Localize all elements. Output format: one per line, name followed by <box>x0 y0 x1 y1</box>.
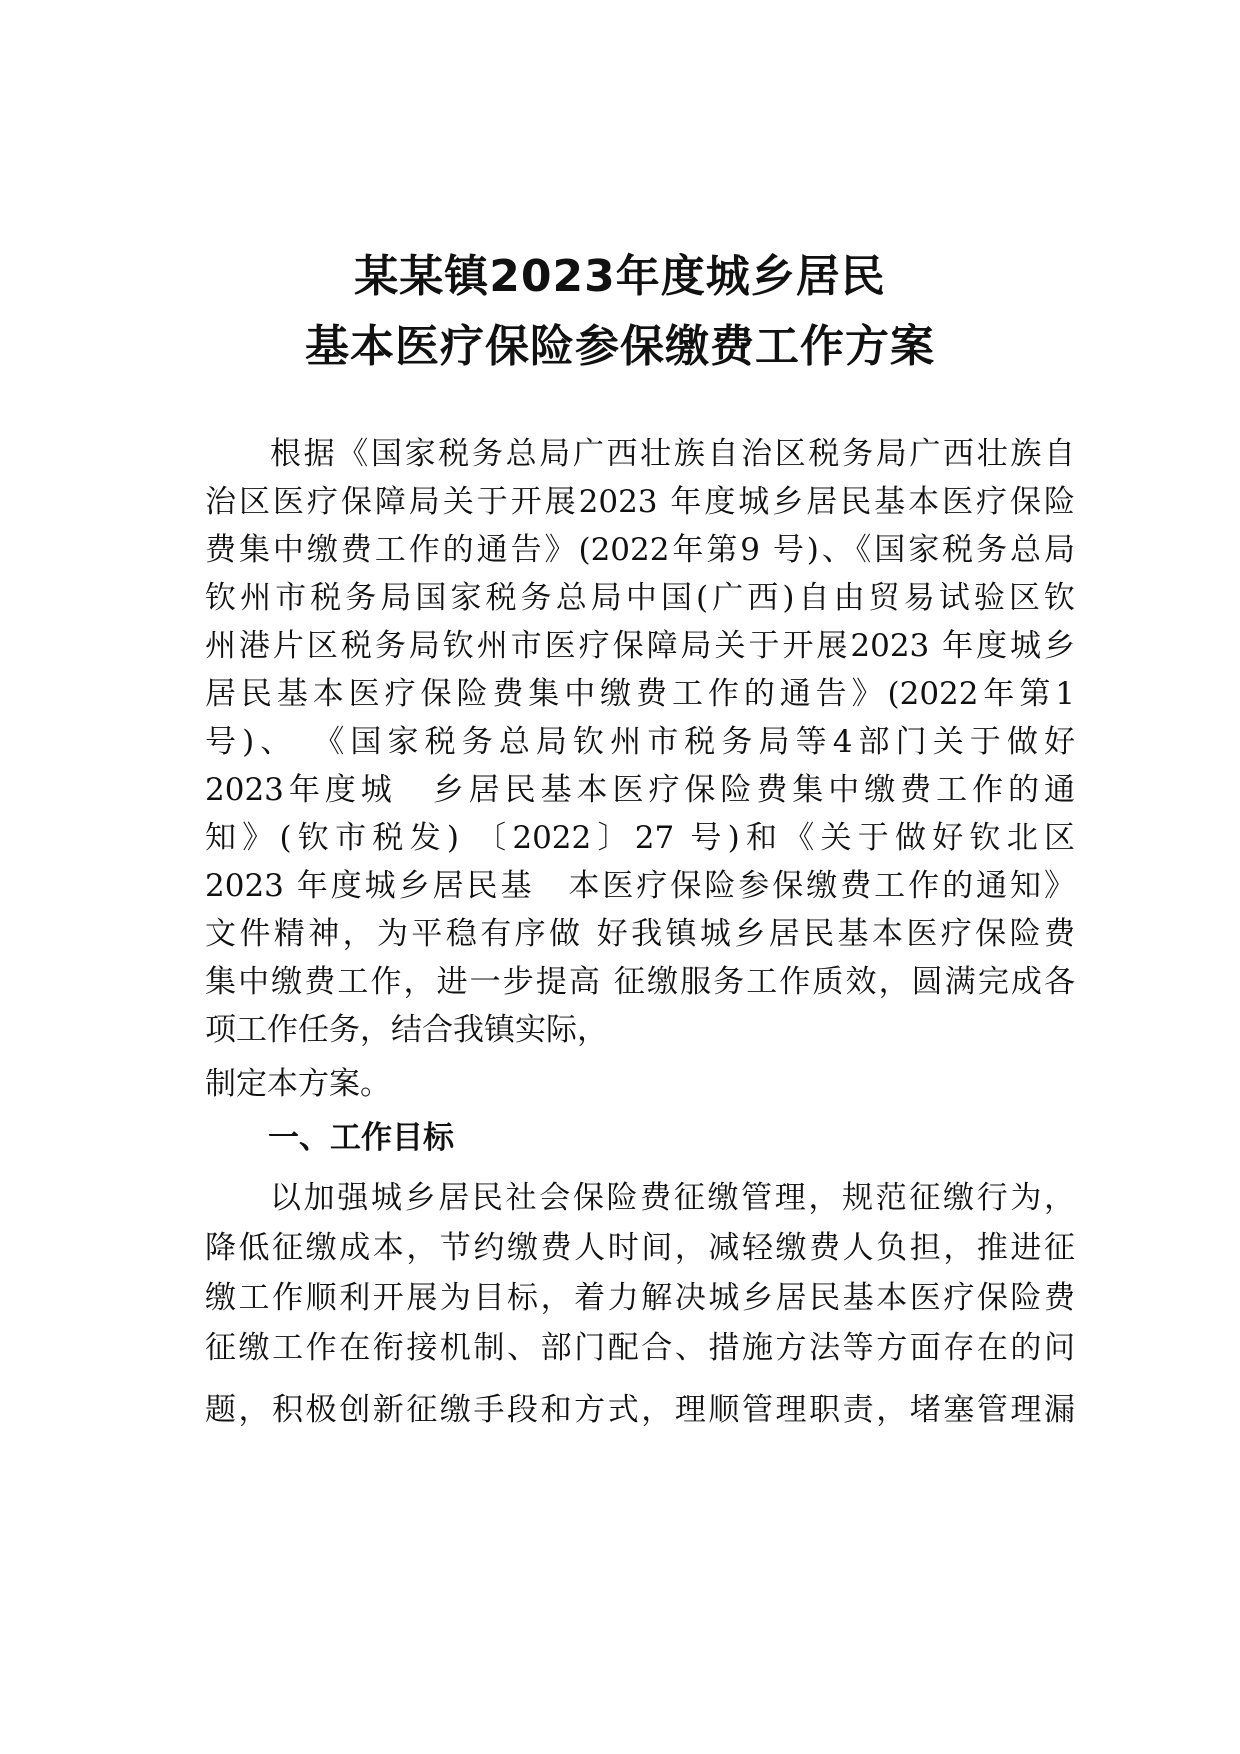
document-title-line-1: 某某镇2023年度城乡居民 <box>354 251 886 302</box>
section-paragraph-line: 征缴工作在衔接机制、部门配合、措施方法等方面存在的问 <box>205 1330 1075 1366</box>
intro-paragraph-line: 钦州市税务局国家税务总局中国(广西)自由贸易试验区钦 <box>205 580 1075 616</box>
intro-paragraph-line: 2023年度城 乡居民基本医疗保险费集中缴费工作的通 <box>205 772 1075 808</box>
intro-paragraph-line: 州港片区税务局钦州市医疗保障局关于开展2023 年度城乡 <box>205 628 1075 664</box>
intro-paragraph-line: 费集中缴费工作的通告》(2022年第9 号)、《国家税务总局 <box>205 532 1075 568</box>
intro-paragraph-line: 项工作任务，结合我镇实际， <box>205 1012 608 1048</box>
section-paragraph-line: 题，积极创新征缴手段和方式，理顺管理职责，堵塞管理漏 <box>205 1392 1075 1428</box>
intro-paragraph-line: 居民基本医疗保险费集中缴费工作的通告》(2022年第1 <box>205 676 1075 712</box>
document-title-line-2: 基本医疗保险参保缴费工作方案 <box>305 321 935 372</box>
intro-paragraph-line: 根据《国家税务总局广西壮族自治区税务局广西壮族自 <box>270 436 1075 472</box>
section-paragraph-line: 以加强城乡居民社会保险费征缴管理，规范征缴行为， <box>270 1180 1075 1216</box>
intro-paragraph-line: 集中缴费工作，进一步提高 征缴服务工作质效，圆满完成各 <box>205 964 1075 1000</box>
intro-paragraph-line: 号)、 《国家税务总局钦州市税务局等4部门关于做好 <box>205 724 1075 760</box>
intro-paragraph-line: 文件精神，为平稳有序做 好我镇城乡居民基本医疗保险费 <box>205 916 1075 952</box>
section-paragraph-line: 降低征缴成本，节约缴费人时间，减轻缴费人负担，推进征 <box>205 1230 1075 1266</box>
intro-paragraph-line: 知》(钦市税发) 〔2022〕27 号)和《关于做好钦北区 <box>205 820 1075 856</box>
section-paragraph-line: 缴工作顺利开展为目标，着力解决城乡居民基本医疗保险费 <box>205 1280 1075 1316</box>
intro-paragraph-line: 2023 年度城乡居民基 本医疗保险参保缴费工作的通知》 <box>205 868 1075 904</box>
intro-paragraph-line: 治区医疗保障局关于开展2023 年度城乡居民基本医疗保险 <box>205 484 1075 520</box>
section-heading: 一、工作目标 <box>268 1120 454 1156</box>
intro-paragraph-end: 制定本方案。 <box>205 1066 391 1102</box>
